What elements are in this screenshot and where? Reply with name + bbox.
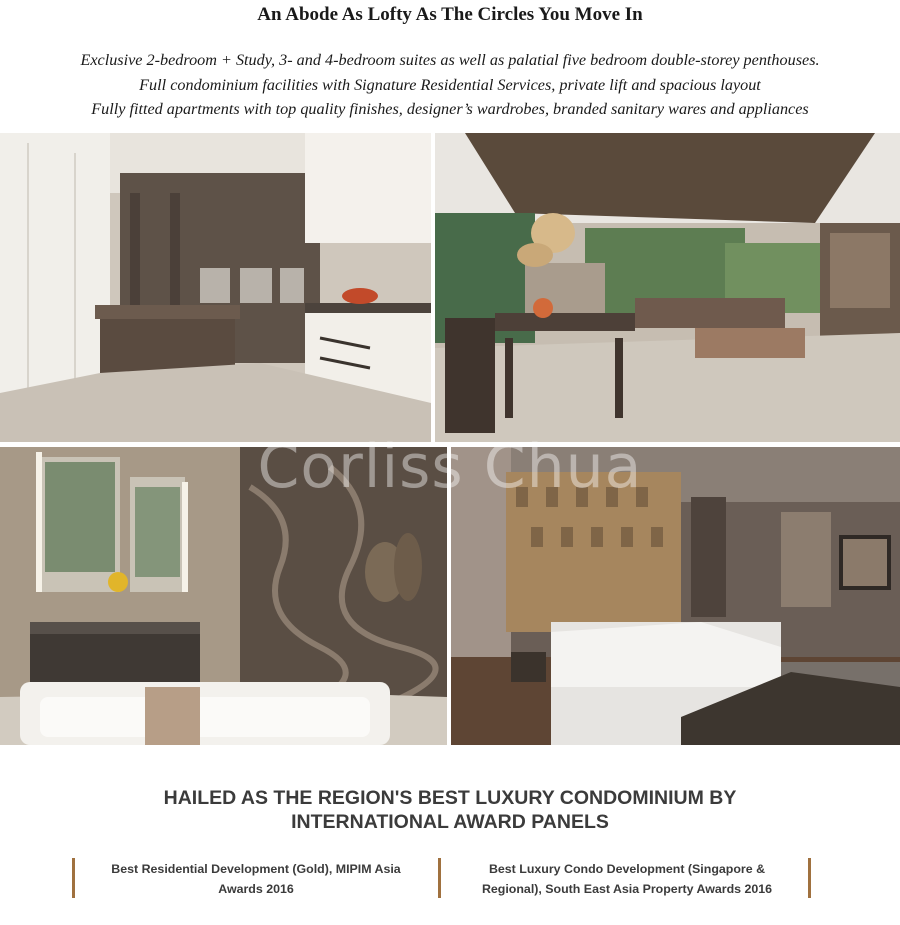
- feature-line-suites: Exclusive 2-bedroom + Study, 3- and 4-bedroom suites as well as palatial five bedroom double-storey penthouses.: [80, 51, 820, 69]
- dining-living-photo: [435, 133, 900, 442]
- award-line: Awards 2016: [218, 882, 294, 896]
- awards-headline-line-2: INTERNATIONAL AWARD PANELS: [291, 811, 609, 833]
- award-line: Best Luxury Condo Development (Singapore &: [488, 862, 766, 876]
- award-divider: [72, 858, 75, 898]
- feature-line-facilities: Full condominium facilities with Signature Residential Services, private lift and spacious layout: [139, 75, 761, 94]
- award-divider: [808, 858, 811, 898]
- bedroom-photo: [451, 447, 900, 745]
- bathroom-photo: [0, 447, 447, 745]
- awards-headline-line-1: HAILED AS THE REGION'S BEST LUXURY CONDOMINIUM BY: [163, 787, 737, 809]
- feature-lines: [0, 48, 900, 122]
- awards-headline: [0, 786, 900, 834]
- watermark: Corliss Chua: [257, 432, 643, 502]
- award-divider: [438, 858, 441, 898]
- award-line: Best Residential Development (Gold), MIPIM Asia: [111, 862, 401, 876]
- kitchen-photo: [0, 133, 431, 442]
- award-item-mipim: [91, 859, 421, 899]
- award-item-seapa: [462, 859, 792, 899]
- page-title: An Abode As Lofty As The Circles You Move In: [257, 4, 643, 25]
- feature-line-fittings: Fully fitted apartments with top quality finishes, designer’s wardrobes, branded sanitary wares and appliances: [91, 100, 809, 118]
- award-line: Regional), South East Asia Property Awards 2016: [481, 882, 773, 896]
